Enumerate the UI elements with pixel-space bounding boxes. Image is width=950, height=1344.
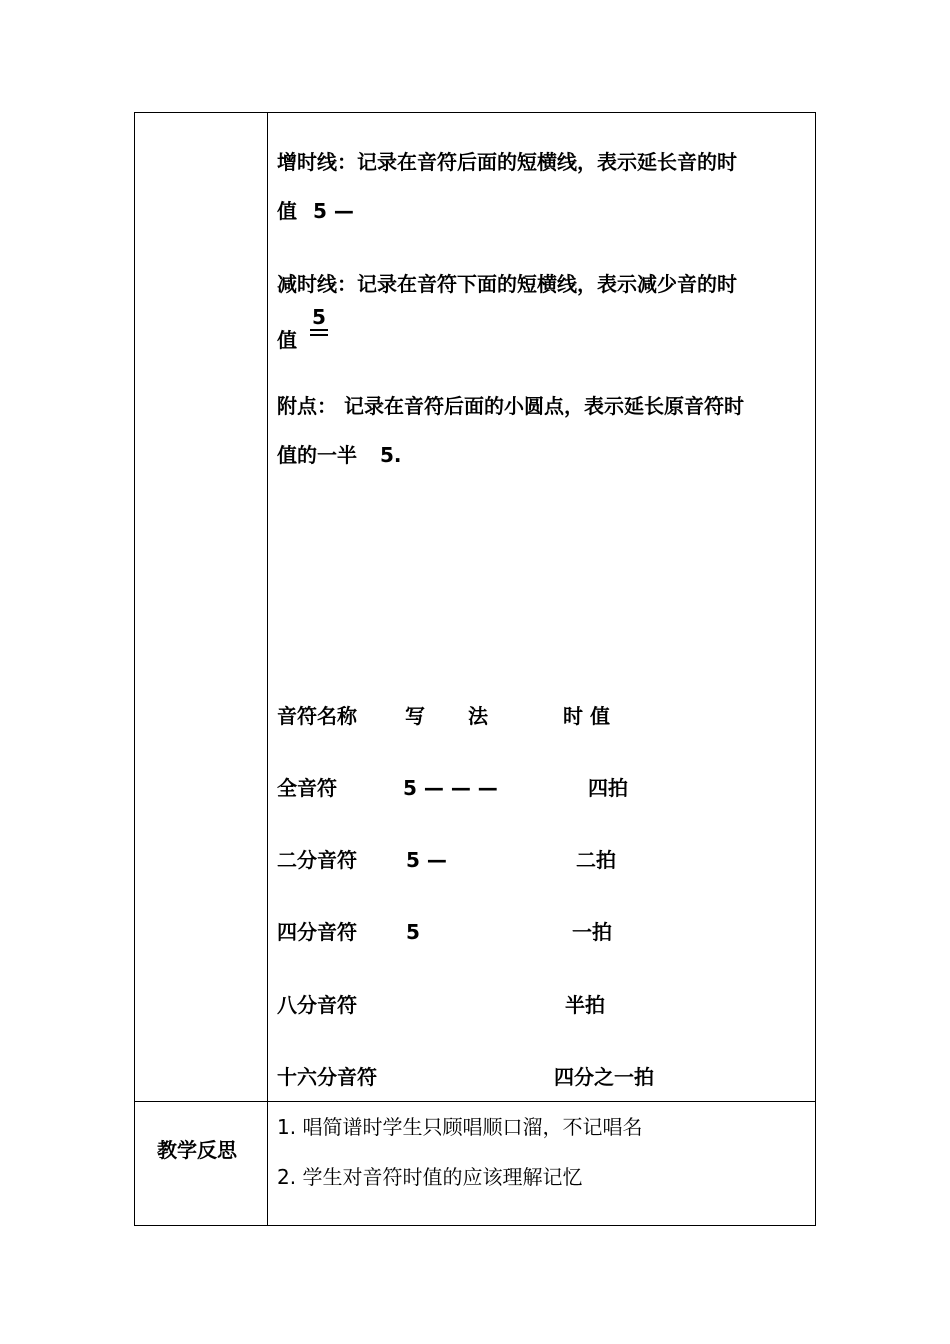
table-border-top bbox=[134, 112, 816, 113]
row-name: 四分音符 bbox=[277, 920, 357, 944]
header-note-name: 音符名称 bbox=[277, 704, 357, 728]
row-notation: 5 — bbox=[406, 848, 447, 872]
table-row-divider bbox=[134, 1101, 816, 1102]
reduce-line-example bbox=[309, 307, 329, 336]
reduce-underline-1 bbox=[310, 329, 328, 331]
table-column-divider bbox=[267, 112, 268, 1226]
dot-cont: 值的一半 bbox=[277, 443, 357, 467]
reduce-line-cont: 值 bbox=[277, 328, 297, 352]
table-border-right bbox=[815, 112, 816, 1226]
table-border-left bbox=[134, 112, 135, 1226]
reflection-item: 1. 唱简谱时学生只顾唱顺口溜，不记唱名 bbox=[277, 1115, 643, 1139]
table-border-bottom bbox=[134, 1225, 816, 1226]
dot-desc: 附点： 记录在音符后面的小圆点，表示延长原音符时 bbox=[277, 394, 744, 418]
extend-line-cont: 值 bbox=[277, 199, 297, 223]
row-value: 四分之一拍 bbox=[554, 1065, 654, 1089]
row-value: 四拍 bbox=[588, 776, 628, 800]
reflection-label: 教学反思 bbox=[157, 1138, 237, 1162]
row-value: 一拍 bbox=[572, 920, 612, 944]
row-name: 二分音符 bbox=[277, 848, 357, 872]
header-write: 写 bbox=[405, 704, 425, 728]
row-value: 二拍 bbox=[576, 848, 616, 872]
row-notation: 5 — — — bbox=[403, 776, 498, 800]
reflection-item: 2. 学生对音符时值的应该理解记忆 bbox=[277, 1165, 583, 1189]
row-name: 十六分音符 bbox=[277, 1065, 377, 1089]
extend-line-example: 5 — bbox=[313, 199, 354, 223]
row-name: 八分音符 bbox=[277, 993, 357, 1017]
reduce-line-desc: 减时线：记录在音符下面的短横线，表示减少音的时 bbox=[277, 272, 737, 296]
row-value: 半拍 bbox=[565, 993, 605, 1017]
reduce-underline-2 bbox=[310, 334, 328, 336]
dot-example: 5. bbox=[380, 443, 402, 467]
extend-line-desc: 增时线：记录在音符后面的短横线，表示延长音的时 bbox=[277, 150, 737, 174]
reduce-note-number: 5 bbox=[312, 305, 326, 329]
row-notation: 5 bbox=[406, 920, 420, 944]
header-method: 法 bbox=[468, 704, 488, 728]
header-value: 时 值 bbox=[563, 704, 610, 728]
row-name: 全音符 bbox=[277, 776, 337, 800]
